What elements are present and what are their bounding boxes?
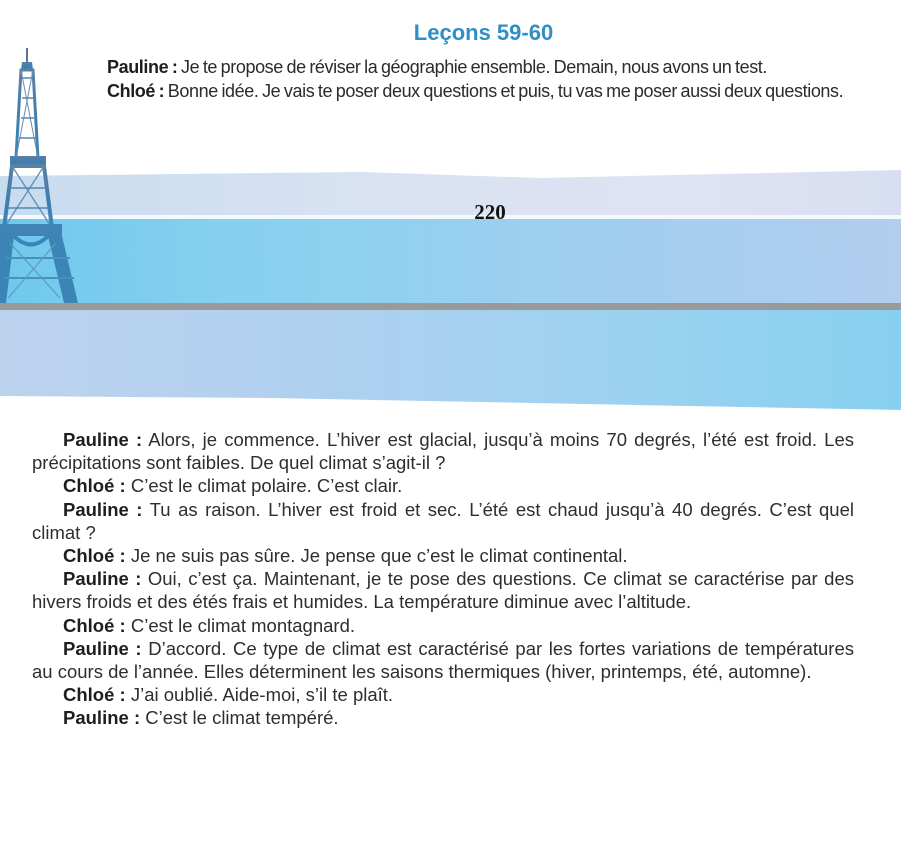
- dialogue-line: [32, 544, 854, 567]
- speaker-name: Pauline :: [63, 498, 143, 520]
- dialogue-text: Alors, je commence. L’hiver est glacial, jusqu’à moins 70 degrés, l’été est froid. Les précipitations sont faibles. De quel climat s’agit-il ?: [32, 429, 854, 474]
- dialogue-text: D’accord. Ce type de climat est caractérisé par les fortes variations de températures au cours de l’année. Elles déterminent les saisons thermiques (hiver, printemps, été, automne).: [32, 637, 854, 683]
- dialogue-line: [78, 79, 890, 103]
- speaker-name: Pauline :: [107, 57, 178, 77]
- dialogue-text: C’est le climat montagnard.: [125, 614, 355, 636]
- speaker-name: Chloé :: [63, 614, 126, 636]
- page-number: 220: [474, 200, 506, 224]
- dialogue-line: [32, 474, 854, 497]
- dialogue-line: [78, 55, 890, 79]
- speaker-name: Chloé :: [63, 684, 126, 706]
- dialogue-line: [32, 567, 854, 613]
- speaker-name: Chloé :: [107, 81, 165, 101]
- speaker-name: Pauline :: [63, 637, 142, 659]
- dialogue-line: [32, 614, 854, 637]
- dialogue-text: J’ai oublié. Aide-moi, s’il te plaît.: [125, 684, 394, 706]
- dialogue-text: Je ne suis pas sûre. Je pense que c’est le climat continental.: [125, 545, 628, 567]
- dialogue-line: [32, 637, 854, 683]
- dialogue-text: C’est le climat tempéré.: [140, 707, 339, 729]
- page-bottom: [0, 310, 901, 850]
- lesson-title: Leçons 59-60: [413, 20, 554, 45]
- sky-band: [0, 310, 901, 410]
- dialogue-text: Je te propose de réviser la géographie ensemble. Demain, nous avons un test.: [177, 57, 767, 77]
- sky-band: [0, 219, 901, 303]
- eiffel-tower-icon: [0, 48, 80, 303]
- dialogue-line: [32, 706, 854, 729]
- speaker-name: Chloé :: [63, 545, 126, 567]
- dialogue-text: C’est le climat polaire. C’est clair.: [125, 475, 403, 497]
- bottom-dialogue: [32, 428, 854, 730]
- page-divider: [0, 303, 901, 310]
- top-dialogue: [78, 55, 890, 103]
- dialogue-text: Tu as raison. L’hiver est froid et sec. L’été est chaud jusqu’à 40 degrés. C’est quel climat ?: [32, 498, 854, 543]
- speaker-name: Chloé :: [63, 475, 126, 497]
- dialogue-line: [32, 683, 854, 706]
- speaker-name: Pauline :: [63, 568, 142, 590]
- page-top: [0, 0, 901, 303]
- speaker-name: Pauline :: [63, 429, 143, 450]
- dialogue-line: [32, 498, 854, 544]
- dialogue-text: Oui, c’est ça. Maintenant, je te pose des questions. Ce climat se caractérise par des hivers froids et des étés frais et humides. La température diminue avec l’altitude.: [32, 568, 854, 613]
- dialogue-line: [32, 428, 854, 474]
- dialogue-text: Bonne idée. Je vais te poser deux questions et puis, tu vas me poser aussi deux questions.: [164, 81, 844, 101]
- speaker-name: Pauline :: [63, 707, 141, 729]
